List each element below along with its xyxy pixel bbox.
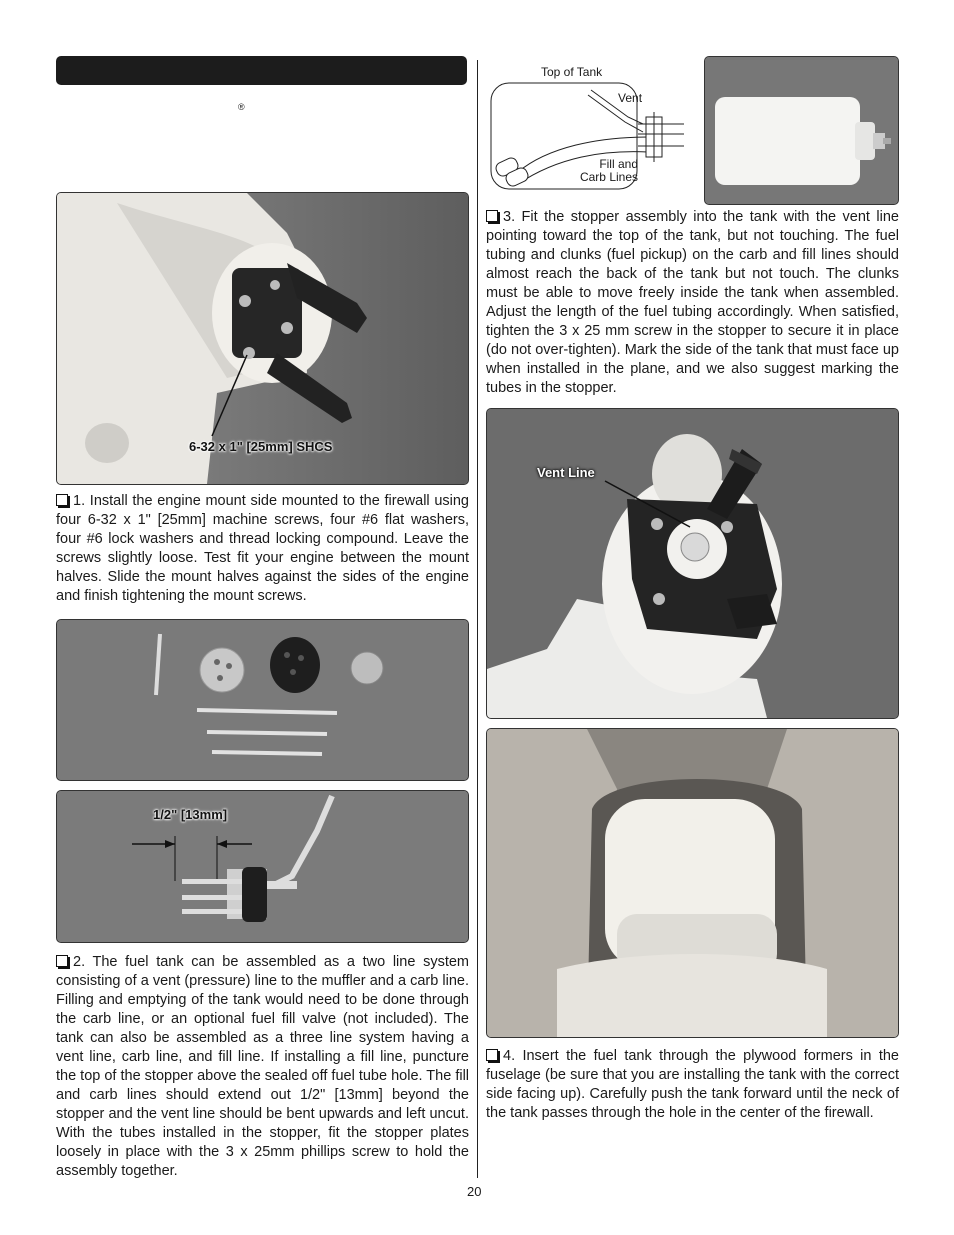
top-of-tank-label: Top of Tank xyxy=(541,65,603,79)
tank-diagram xyxy=(488,62,690,192)
step-2-body: 2. The fuel tank can be assembled as a two line system consisting of a vent (pressure) line to the muffler and a carb line. Filling and emptying of the tank would need to be done through the carb line, or an optional fuel fill valve (not included). The tank can also be assembled as a three line system having a vent line, carb line, and fill line. If installing a fill line, puncture the top of the stopper above the sealed off fuel tube hole. The fill and carb lines should extend out 1/2" [13mm] beyond the stopper and the vent line should be bent upwards and left uncut. With the tubes installed in the stopper, fit the stopper plates loosely in place with the 3 x 25mm phillips screw to hold the assembly together. xyxy=(56,954,470,1179)
step-1-checkbox[interactable] xyxy=(56,494,68,506)
step-2-text xyxy=(56,953,469,1181)
tank-installed-photo xyxy=(486,728,899,1038)
step-2-checkbox[interactable] xyxy=(56,955,68,967)
step-4-checkbox[interactable] xyxy=(486,1049,498,1061)
vent-label: Vent xyxy=(618,91,643,105)
step-1-text xyxy=(56,492,469,606)
step-3-text xyxy=(486,208,899,398)
stopper-parts-illustration xyxy=(57,620,468,780)
section-header-bar xyxy=(56,56,467,85)
stopper-parts-photo xyxy=(56,619,469,781)
registered-mark: ® xyxy=(238,102,245,112)
page-number: 20 xyxy=(467,1184,482,1199)
tank-installed-illustration xyxy=(487,729,898,1037)
fill-carb-label xyxy=(572,158,638,184)
step-4-text xyxy=(486,1047,899,1123)
fuel-tank-photo xyxy=(704,56,899,205)
step-4-body: 4. Insert the fuel tank through the plywood formers in the fuselage (be sure that you are installing the tank with the correct side facing up). Carefully push the tank forward until the neck of the tank passes through the hole in the center of the firewall. xyxy=(486,1048,899,1121)
vent-line-photo xyxy=(486,408,899,719)
step-3-body: 3. Fit the stopper assembly into the tank with the vent line pointing toward the top of the tank, but not touching. The fuel tubing and clunks (fuel pickup) on the carb and fill lines should almost reach the back of the tank but not touch. The clunks must be able to move freely inside the tank when assembled. Adjust the length of the fuel tubing accordingly. When satisfied, tighten the 3 x 25 mm screw in the stopper to secure it in place (do not over-tighten). Mark the side of the tank that must face up when installed in the plane, and we also suggest marking the tubes in the stopper. xyxy=(486,209,899,396)
step-1-body: 1. Install the engine mount side mounted to the firewall using four 6-32 x 1" [25mm] machine screws, four #6 flat washers, four #6 lock washers and thread locking compound. Leave the screws slightly loose. Test fit your engine between the mount halves. Slide the mount halves against the sides of the engine and finish tightening the mount screws. xyxy=(56,493,469,604)
stopper-assembly-photo xyxy=(56,790,469,943)
fill-carb-label-line2: Carb Lines xyxy=(579,170,638,184)
stopper-dimension-label: 1/2" [13mm] xyxy=(153,807,228,822)
fill-carb-label-line1: Fill and xyxy=(599,157,638,171)
fuel-tank-illustration xyxy=(705,57,898,204)
vent-line-label: Vent Line xyxy=(537,465,595,480)
column-divider xyxy=(477,60,478,1178)
mount-screw-label: 6-32 x 1" [25mm] SHCS xyxy=(189,439,333,454)
step-3-checkbox[interactable] xyxy=(486,210,498,222)
vent-line-illustration xyxy=(487,409,898,718)
stopper-assembly-illustration xyxy=(57,791,468,942)
engine-mount-photo xyxy=(56,192,469,485)
